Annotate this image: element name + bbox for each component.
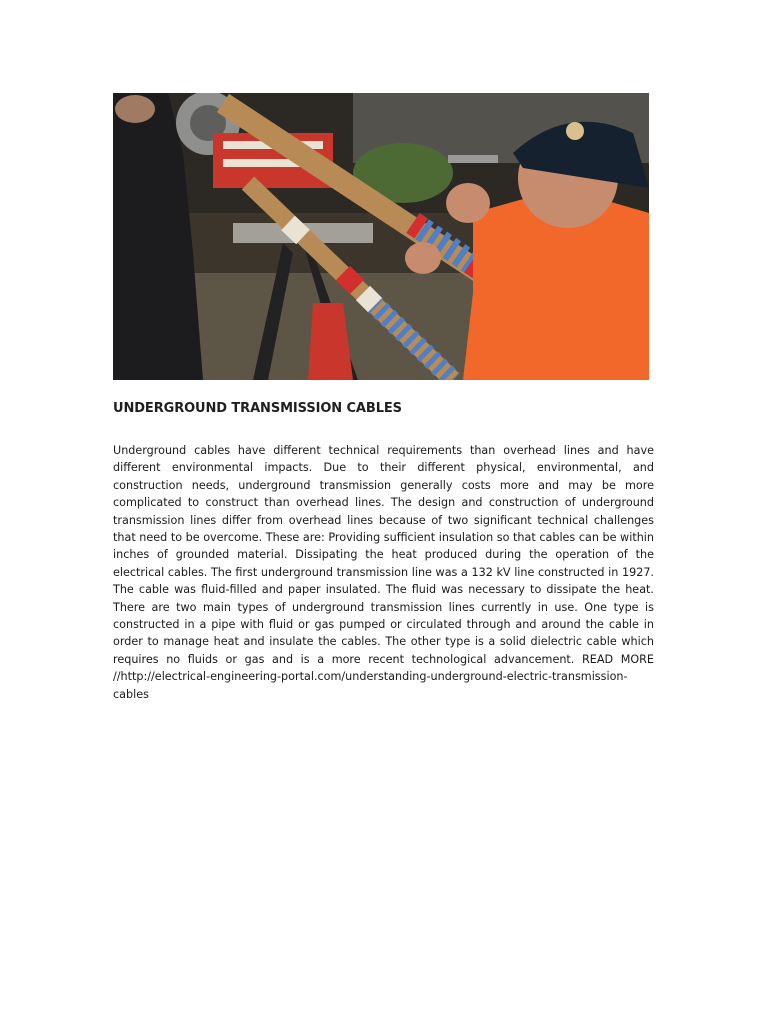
cable-splicing-photo <box>113 93 649 380</box>
article-body-text: Underground cables have different technical requirements than overhead lines and have different environmental impacts. Due to their different physical, environmental, and construction needs, underground transmission generally costs more and may be more complicated to construct than overhead lines. The design and construction of underground transmission lines differ from overhead lines because of two significant technical challenges that need to be overcome. These are: Providing sufficient insulation so that cables can be within inches of grounded material. Dissipating the heat produced during the operation of the electrical cables. The first underground transmission line was a 132 kV line constructed in 1927. The cable was fluid-filled and paper insulated. The fluid was necessary to dissipate the heat. There are two main types of underground transmission lines currently in use. One type is constructed in a pipe with fluid or gas pumped or circulated through and around the cable in order to manage heat and insulate the cables. The other type is a solid dielectric cable which requires no fluids or gas and is a more recent technological advancement. READ MORE <box>113 444 654 666</box>
article-photo <box>113 93 649 380</box>
article-title: UNDERGROUND TRANSMISSION CABLES <box>113 401 402 416</box>
read-more-link[interactable]: //http://electrical-engineering-portal.com/understanding-underground-electric-transmission-cables <box>113 670 628 701</box>
article-body <box>113 442 654 703</box>
